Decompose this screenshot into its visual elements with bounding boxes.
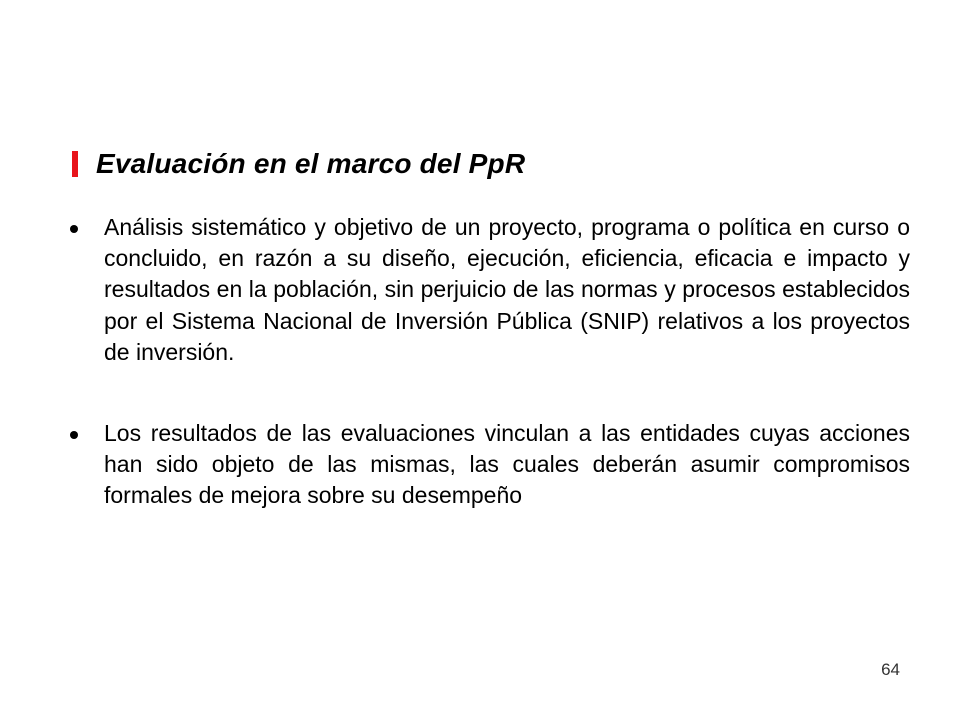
bullet-text: Análisis sistemático y objetivo de un proyecto, programa o política en curso o concluido, en razón a su diseño, ejecución, eficiencia, eficacia e impacto y resultados en la población, sin perjuicio de las normas y procesos establecidos por el Sistema Nacional de Inversión Pública (SNIP) relativos a los proyectos de inversión. xyxy=(104,214,910,365)
heading-accent-bar xyxy=(72,151,78,177)
bullet-dot-icon xyxy=(70,225,78,233)
heading-title: Evaluación en el marco del PpR xyxy=(96,148,526,179)
bullet-list xyxy=(64,212,910,512)
bullet-item xyxy=(64,418,910,512)
bullet-dot-icon xyxy=(70,431,78,439)
bullet-item xyxy=(64,212,910,368)
slide-heading xyxy=(72,142,525,186)
bullet-text: Los resultados de las evaluaciones vinculan a las entidades cuyas acciones han sido objeto de las mismas, las cuales deberán asumir compromisos formales de mejora sobre su desempeño xyxy=(104,420,910,509)
page-number: 64 xyxy=(881,660,900,679)
